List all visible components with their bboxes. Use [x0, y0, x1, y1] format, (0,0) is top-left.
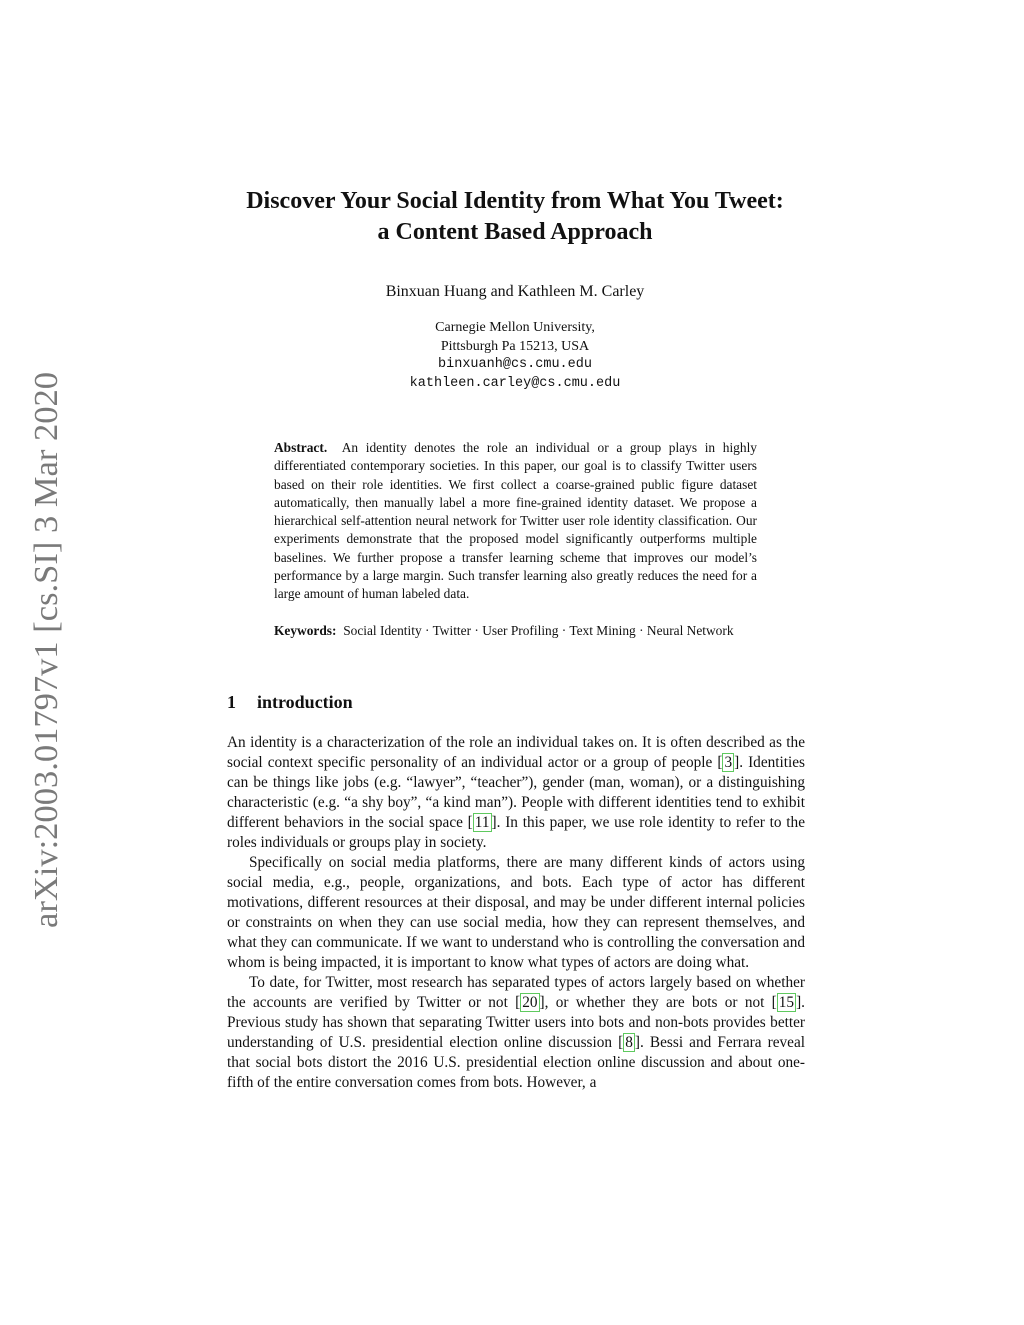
- paragraph-3: [227, 973, 805, 1093]
- paragraph-1: [227, 733, 805, 853]
- citation-link[interactable]: 11: [474, 814, 490, 831]
- paragraph-2: Specifically on social media platforms, there are many different kinds of actors using social media, e.g., people, organizations, and bots. Each type of actor has different motivations, different resources at their disposal, and may be under different internal policies or constraints on when they can use social media, how they can represent themselves, and what they can communicate. If we want to understand who is controlling the conversation and whom is being impacted, it is important to know what types of actors are doing what.: [227, 854, 805, 971]
- institution: Carnegie Mellon University,: [435, 320, 595, 335]
- paragraph-1-text-a: An identity is a characterization of the role an individual takes on. It is often described as the social context specific personality of an individual actor or a group of people [: [227, 734, 805, 771]
- paragraph-1-text-c: ]. In this paper, we use role identity to refer to the roles individuals or groups play in society.: [227, 814, 805, 851]
- section-number: 1: [227, 692, 236, 712]
- paper-title: [220, 186, 810, 248]
- title-line-1: Discover Your Social Identity from What You Tweet:: [246, 188, 784, 214]
- abstract-label: Abstract.: [274, 440, 328, 455]
- email-1: binxuanh@cs.cmu.edu: [438, 357, 592, 372]
- abstract: [274, 439, 757, 604]
- email-2: kathleen.carley@cs.cmu.edu: [409, 375, 621, 391]
- keywords: [274, 622, 757, 640]
- citation-link[interactable]: 15: [778, 994, 795, 1011]
- keywords-text: Social Identity · Twitter · User Profiling · Text Mining · Neural Network: [343, 623, 734, 638]
- citation-link[interactable]: 20: [522, 994, 538, 1011]
- paragraph-3-text-c: ]. Previous study has shown that separating Twitter users into bots and non-bots provides better understanding of U.S. presidential election online discussion [: [227, 994, 805, 1051]
- citation-link[interactable]: 8: [625, 1034, 633, 1051]
- body-text: [227, 733, 805, 1093]
- arxiv-identifier-stamp: [2, 370, 86, 930]
- citation-link[interactable]: 3: [724, 754, 733, 771]
- section-heading: [227, 692, 353, 713]
- section-title: introduction: [257, 692, 353, 712]
- author-list: Binxuan Huang and Kathleen M. Carley: [385, 283, 645, 300]
- title-line-2: a Content Based Approach: [377, 219, 653, 245]
- keywords-label: Keywords:: [274, 623, 337, 638]
- paragraph-3-text-b: ], or whether they are bots or not [: [539, 994, 777, 1011]
- arxiv-stamp-text: arXiv:2003.01797v1 [cs.SI] 3 Mar 2020: [28, 380, 65, 928]
- abstract-text: An identity denotes the role an individual or a group plays in highly differentiated contemporary societies. In this paper, our goal is to classify Twitter users based on their role identities. We first collect a coarse-grained public figure dataset automatically, then manually label a more fine-grained identity dataset. We propose a hierarchical self-attention neural network for Twitter user role identity classification. Our experiments demonstrate that the proposed model significantly outperforms multiple baselines. We further propose a transfer learning scheme that improves our model’s performance by a large margin. Such transfer learning also greatly reduces the need for a large amount of human labeled data.: [274, 440, 757, 602]
- paragraph-3-text-a: To date, for Twitter, most research has separated types of actors largely based on whether the accounts are verified by Twitter or not [: [227, 974, 805, 1011]
- affiliation-block: [220, 319, 810, 393]
- paragraph-1-text-b: ]. Identities can be things like jobs (e.g. “lawyer”, “teacher”), gender (man, woman), or a distinguishing characteristic (e.g. “a shy boy”, “a kind man”). People with different identities tend to exhibit different behaviors in the social space [: [227, 754, 805, 831]
- paragraph-3-text-d: ]. Bessi and Ferrara reveal that social bots distort the 2016 U.S. presidential election online discussion and about one-fifth of the entire conversation comes from bots. However, a: [227, 1034, 806, 1091]
- arxiv-stamp-svg: [2, 370, 86, 930]
- address: Pittsburgh Pa 15213, USA: [440, 338, 590, 354]
